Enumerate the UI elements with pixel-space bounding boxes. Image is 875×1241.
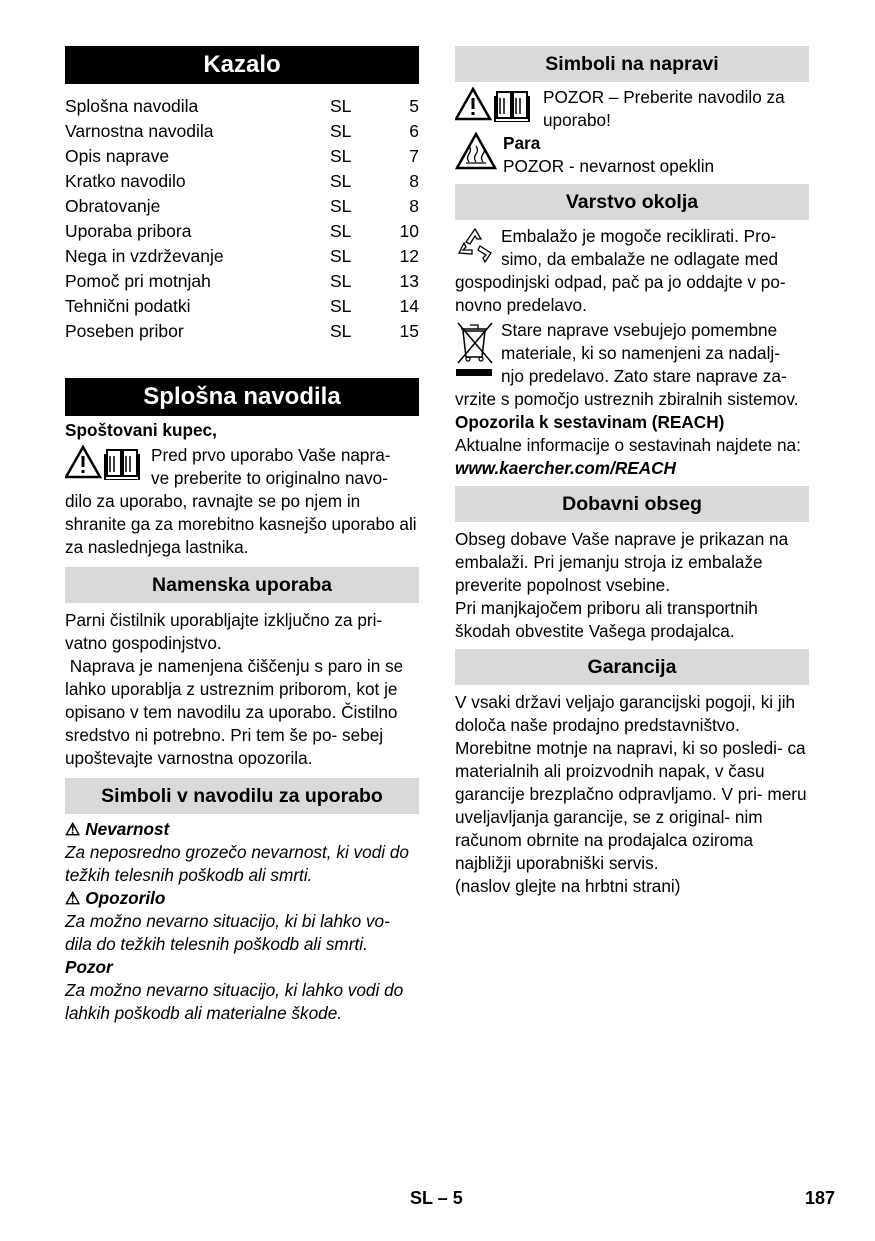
toc-list (65, 94, 419, 344)
toc-row[interactable] (65, 94, 419, 119)
right-column (455, 46, 809, 898)
toc-label: Uporaba pribora (65, 221, 192, 241)
toc-label: Splošna navodila (65, 96, 199, 116)
toc-lang: SL (330, 96, 352, 116)
warning-label: Opozorilo (85, 888, 166, 908)
intro-line-2: ve preberite to originalno navo- (151, 468, 388, 488)
danger-row (65, 818, 419, 841)
toc-label: Pomoč pri motnjah (65, 271, 211, 291)
scope-title: Dobavni obseg (455, 486, 809, 522)
danger-text: Za neposredno grozečo nevarnost, ki vodi do težkih telesnih poškodb ali smrti. (65, 842, 409, 885)
toc-label: Poseben pribor (65, 321, 184, 341)
warning-row (65, 887, 419, 910)
reach-title: Opozorila k sestavinam (REACH) (455, 412, 725, 432)
salutation: Spoštovani kupec, (65, 420, 217, 440)
read-manual-line-2: uporabo! (543, 110, 611, 130)
toc-lang: SL (330, 246, 352, 266)
toc-title: Kazalo (65, 46, 419, 84)
warranty-p1: V vsaki državi veljajo garancijski pogoji, ki jih določa naše prodajno predstavništvo. Morebitne motnje na napravi, ki so posledi- ca materialnih ali proizvodnih napak, v času garancije brezplačno odpravljamo. V pri- meru uveljavljanja garancije, se z original- nim računom obrnite na prodajalca oziroma najbližji uporabniški servis. (455, 692, 807, 873)
footer-page-number: 187 (804, 1188, 835, 1208)
toc-lang: SL (330, 221, 352, 241)
reach-text: Aktualne informacije o sestavinah najdete na: (455, 435, 801, 455)
danger-label: Nevarnost (85, 819, 170, 839)
toc-lang: SL (330, 321, 352, 341)
toc-label: Varnostna navodila (65, 121, 214, 141)
toc-lang: SL (330, 146, 352, 166)
toc-lang: SL (330, 171, 352, 191)
recycling-icon (455, 225, 495, 265)
toc-row[interactable] (65, 269, 419, 294)
toc-page: 5 (409, 96, 419, 116)
toc-page: 10 (399, 221, 419, 241)
toc-row[interactable] (65, 244, 419, 269)
intended-use-title: Namenska uporaba (65, 567, 419, 603)
caution-text: Za možno nevarno situacijo, ki lahko vodi do lahkih poškodb ali materialne škode. (65, 980, 404, 1023)
steam-label: Para (503, 133, 541, 153)
toc-page: 6 (409, 121, 419, 141)
scope-p1: Obseg dobave Vaše naprave je prikazan na embalaži. Pri jemanju stroja iz embalaže preverite popolnost vsebine. (455, 529, 789, 595)
toc-lang: SL (330, 296, 352, 316)
danger-icon: ⚠ (65, 819, 81, 839)
warning-text: Za možno nevarno situacijo, ki bi lahko vo- dila do težkih telesnih poškodb ali smrti. (65, 911, 390, 954)
recycle-rest: gospodinjski odpad, pač pa jo oddajte v po- novno predelavo. (455, 272, 786, 315)
warning-manual-icon (455, 86, 535, 122)
warranty-p2: (naslov glejte na hrbtni strani) (455, 876, 681, 896)
crossed-bin-icon (455, 319, 495, 381)
toc-label: Tehnični podatki (65, 296, 191, 316)
toc-page: 8 (409, 171, 419, 191)
toc-row[interactable] (65, 319, 419, 344)
toc-page: 14 (399, 296, 419, 316)
intended-use-p1: Parni čistilnik uporabljajte izključno za pri- vatno gospodinjstvo. (65, 610, 383, 653)
recycle-line-2: simo, da embalaže ne odlagate med (501, 249, 779, 269)
weee-line-3: njo predelavo. Zato stare naprave za- (501, 366, 787, 386)
intro-line-1: Pred prvo uporabo Vaše napra- (151, 445, 391, 465)
device-symbols-title: Simboli na napravi (455, 46, 809, 82)
intro-rest: dilo za uporabo, ravnajte se po njem in shranite ga za morebitno kasnejšo uporabo ali za naslednjega lastnika. (65, 491, 417, 557)
toc-row[interactable] (65, 169, 419, 194)
toc-lang: SL (330, 196, 352, 216)
toc-label: Obratovanje (65, 196, 161, 216)
left-column (65, 46, 419, 1025)
read-manual-line-1: POZOR – Preberite navodilo za (543, 87, 785, 107)
toc-label: Nega in vzdrževanje (65, 246, 224, 266)
toc-label: Opis naprave (65, 146, 170, 166)
toc-lang: SL (330, 121, 352, 141)
recycle-line-1: Embalažo je mogoče reciklirati. Pro- (501, 226, 777, 246)
toc-label: Kratko navodilo (65, 171, 186, 191)
warranty-title: Garancija (455, 649, 809, 685)
intended-use-p2: Naprava je namenjena čiščenju s paro in se lahko uporablja z ustreznim priborom, kot je opisano v tem navodilu za uporabo. Čistilno sredstvo ni potrebno. Pri tem še po- sebej upoštevajte varnostna opozorila. (65, 656, 408, 768)
environment-title: Varstvo okolja (455, 184, 809, 220)
caution-label: Pozor (65, 957, 113, 977)
toc-page: 7 (409, 146, 419, 166)
steam-text: POZOR - nevarnost opeklin (503, 156, 715, 176)
toc-row[interactable] (65, 219, 419, 244)
warning-icon: ⚠ (65, 888, 81, 908)
toc-page: 13 (399, 271, 419, 291)
general-title: Splošna navodila (65, 378, 419, 416)
toc-lang: SL (330, 271, 352, 291)
scope-p2: Pri manjkajočem priboru ali transportnih škodah obvestite Vašega prodajalca. (455, 598, 758, 641)
manual-symbols-title: Simboli v navodilu za uporabo (65, 778, 419, 814)
toc-row[interactable] (65, 194, 419, 219)
weee-line-1: Stare naprave vsebujejo pomembne (501, 320, 778, 340)
toc-page: 8 (409, 196, 419, 216)
toc-page: 12 (399, 246, 419, 266)
weee-rest: vrzite s pomočjo ustreznih zbiralnih sistemov. (455, 389, 799, 409)
toc-row[interactable] (65, 119, 419, 144)
warning-manual-icon (65, 444, 145, 480)
toc-row[interactable] (65, 294, 419, 319)
reach-link[interactable]: www.kaercher.com/REACH (455, 458, 676, 478)
toc-page: 15 (399, 321, 419, 341)
weee-line-2: materiale, ki so namenjeni za nadalj- (501, 343, 780, 363)
hot-steam-icon (455, 132, 497, 170)
footer-section: SL – 5 (410, 1188, 463, 1208)
toc-row[interactable] (65, 144, 419, 169)
